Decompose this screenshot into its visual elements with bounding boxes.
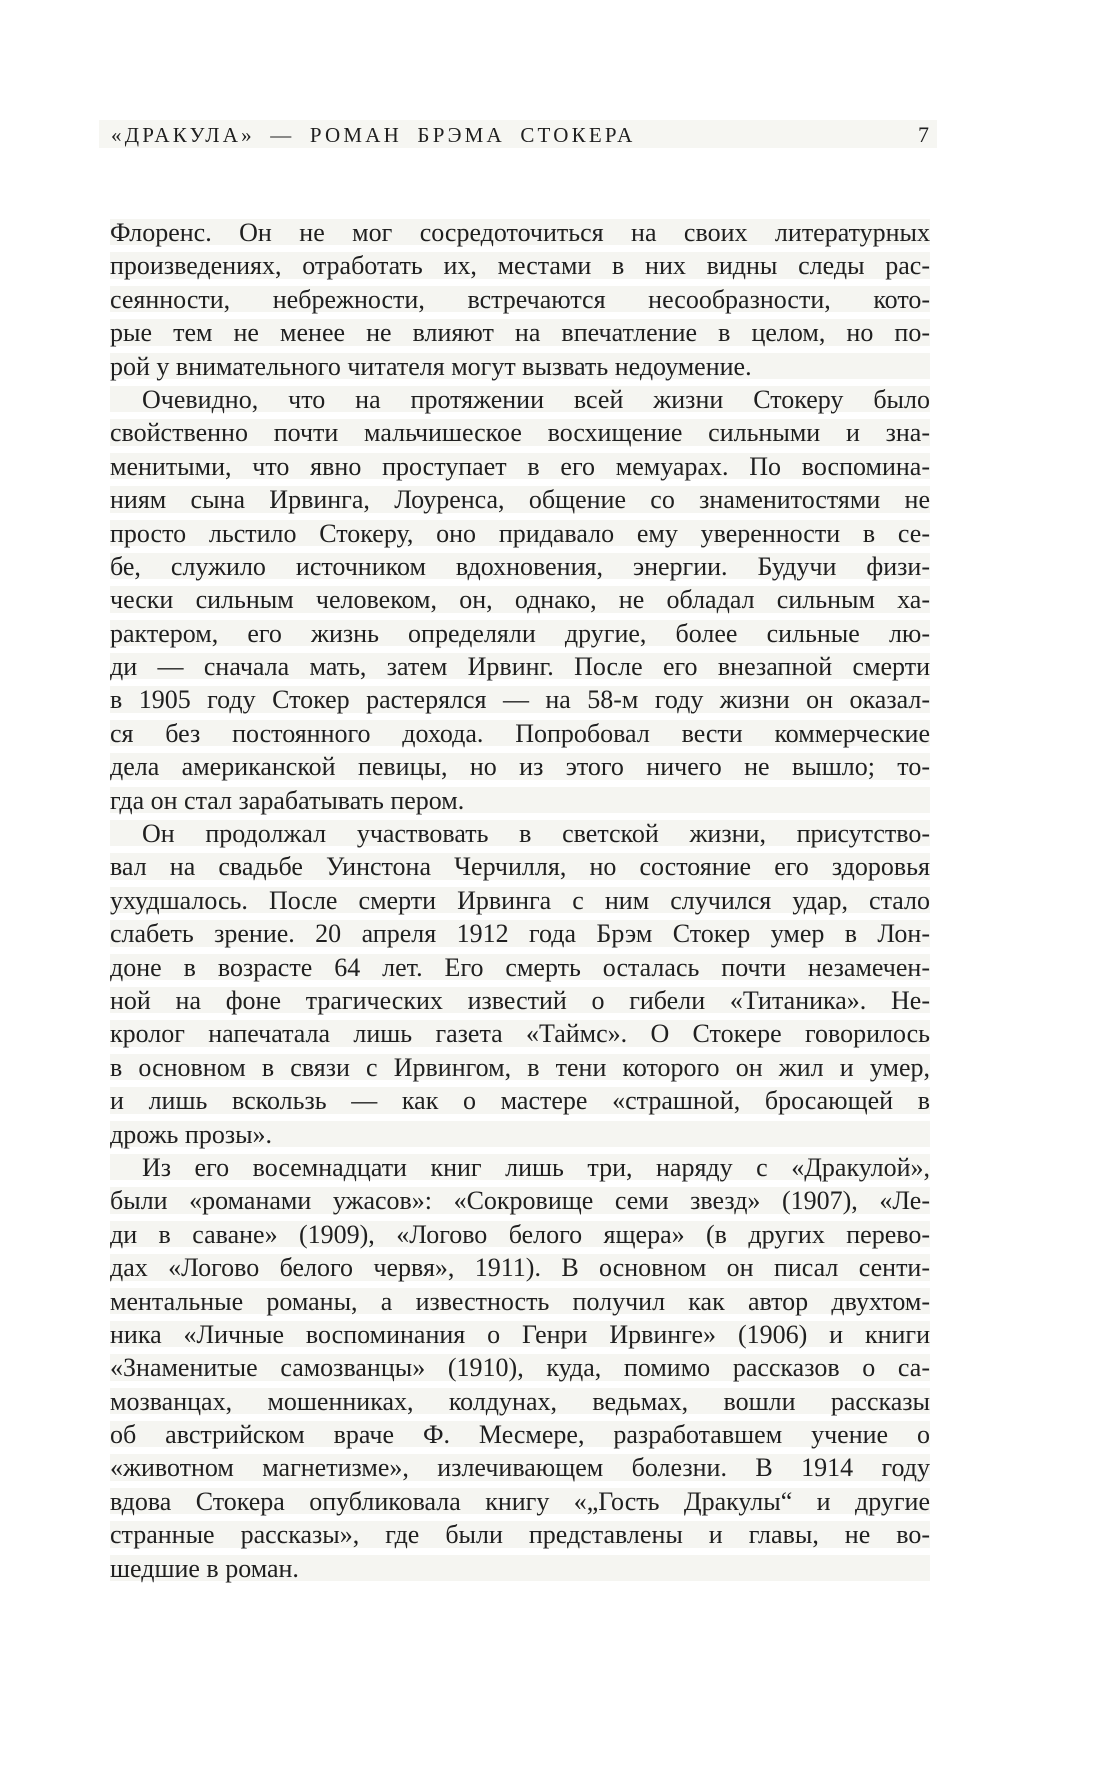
chapter-title: «ДРАКУЛА» — РОМАН БРЭМА СТОКЕРА [111,123,636,147]
text-line: в основном в связи с Ирвингом, в тени которого он жил и умер, [110,1051,930,1084]
text-line: ниям сына Ирвинга, Лоуренса, общение со знаменитостями не [110,483,930,516]
text-line: бе, служило источником вдохновения, энергии. Будучи физи- [110,550,930,583]
text-line: Из его восемнадцати книг лишь три, наряду с «Дракулой», [110,1151,930,1184]
text-line: рой у внимательного читателя могут вызвать недоумение. [110,350,930,383]
text-line: сеянности, небрежности, встречаются несообразности, кото- [110,283,930,316]
text-line: Флоренс. Он не мог сосредоточиться на своих литературных [110,216,930,249]
text-line: вал на свадьбе Уинстона Черчилля, но состояние его здоровья [110,850,930,883]
text-line: менитыми, что явно проступает в его мемуарах. По воспомина- [110,450,930,483]
text-line: и лишь вскользь — как о мастере «страшной, бросающей в [110,1084,930,1117]
text-line: гда он стал зарабатывать пером. [110,784,930,817]
body-text [110,216,930,1585]
text-line: «Знаменитые самозванцы» (1910), куда, помимо рассказов о са- [110,1351,930,1384]
text-line: ной на фоне трагических известий о гибели «Титаника». Не- [110,984,930,1017]
text-line: ухудшалось. После смерти Ирвинга с ним случился удар, стало [110,884,930,917]
text-line: ди — сначала мать, затем Ирвинг. После его внезапной смерти [110,650,930,683]
text-line: кролог напечатала лишь газета «Таймс». О Стокере говорилось [110,1017,930,1050]
text-line: просто льстило Стокеру, оно придавало ему уверенности в се- [110,517,930,550]
text-line: мозванцах, мошенниках, колдунах, ведьмах, вошли рассказы [110,1385,930,1418]
text-line: произведениях, отработать их, местами в них видны следы рас- [110,249,930,282]
text-line: Очевидно, что на протяжении всей жизни Стокеру было [110,383,930,416]
text-line: шедшие в роман. [110,1552,930,1585]
text-line: слабеть зрение. 20 апреля 1912 года Брэм Стокер умер в Лон- [110,917,930,950]
text-line: дрожь прозы». [110,1118,930,1151]
text-line: дела американской певицы, но из этого ничего не вышло; то- [110,750,930,783]
text-line: чески сильным человеком, он, однако, не обладал сильным ха- [110,583,930,616]
text-line: ди в саване» (1909), «Логово белого ящера» (в других перево- [110,1218,930,1251]
text-line: вдова Стокера опубликовала книгу «„Гость Дракулы“ и другие [110,1485,930,1518]
text-line: были «романами ужасов»: «Сокровище семи звезд» (1907), «Ле- [110,1184,930,1217]
text-line: в 1905 году Стокер растерялся — на 58-м году жизни он оказал- [110,683,930,716]
text-line: ника «Личные воспоминания о Генри Ирвинге» (1906) и книги [110,1318,930,1351]
text-line: ся без постоянного дохода. Попробовал вести коммерческие [110,717,930,750]
text-line: рактером, его жизнь определяли другие, более сильные лю- [110,617,930,650]
text-line: дах «Логово белого червя», 1911). В основном он писал сенти- [110,1251,930,1284]
text-line: рые тем не менее не влияют на впечатление в целом, но по- [110,316,930,349]
page-number: 7 [918,122,929,147]
text-line: ментальные романы, а известность получил как автор двухтом- [110,1285,930,1318]
text-line: свойственно почти мальчишеское восхищение сильными и зна- [110,416,930,449]
text-line: «животном магнетизме», излечивающем болезни. В 1914 году [110,1451,930,1484]
text-line: об австрийском враче Ф. Месмере, разработавшем учение о [110,1418,930,1451]
running-header [111,122,929,148]
text-line: доне в возрасте 64 лет. Его смерть осталась почти незамечен- [110,951,930,984]
text-line: странные рассказы», где были представлены и главы, не во- [110,1518,930,1551]
text-line: Он продолжал участвовать в светской жизни, присутство- [110,817,930,850]
